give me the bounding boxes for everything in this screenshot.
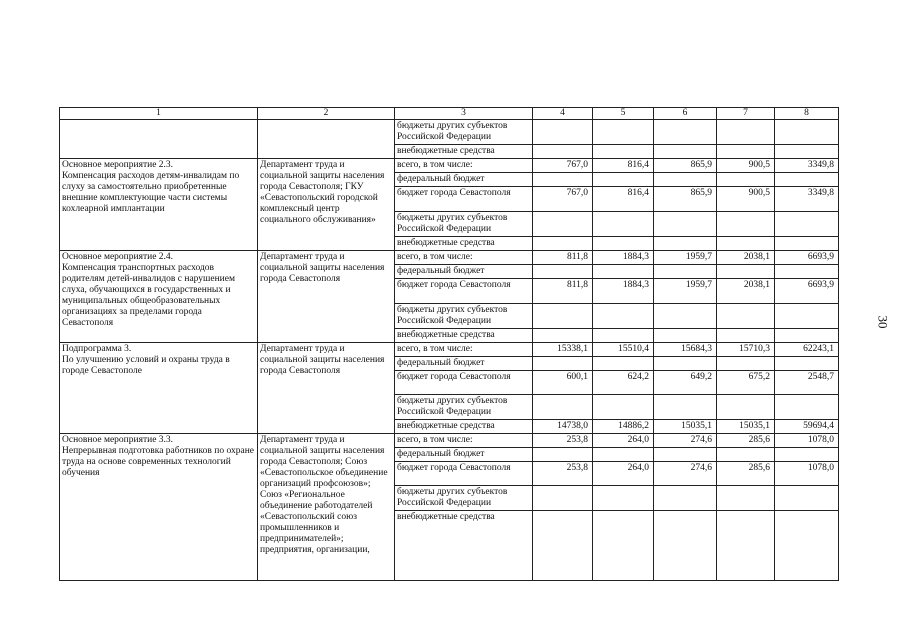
year-value-cell: 15338,1 <box>533 343 593 357</box>
year-value-cell: 15710,3 <box>717 343 775 357</box>
year-value-cell: 865,9 <box>654 159 717 173</box>
table-row <box>60 434 839 448</box>
event-name-cell: Основное мероприятие 3.3. Непрерывная подготовка работников по охране труда на основе современных технологий обучения <box>60 434 258 581</box>
year-value-cell: 274,6 <box>654 462 717 486</box>
total-value-cell: 2548,7 <box>775 371 839 395</box>
year-value-cell <box>593 448 654 462</box>
funding-source-cell: федеральный бюджет <box>395 265 533 279</box>
year-value-cell <box>533 448 593 462</box>
year-value-cell: 816,4 <box>593 187 654 212</box>
total-value-cell <box>775 173 839 187</box>
year-value-cell <box>593 357 654 371</box>
year-value-cell <box>593 173 654 187</box>
event-name-cell: Основное мероприятие 2.3. Компенсация расходов детям-инвалидам по слуху за самостоятельно приобретенные внешние комплектующие части системы кохлеарной имплантации <box>60 159 258 251</box>
year-value-cell <box>717 511 775 581</box>
year-value-cell <box>717 120 775 145</box>
year-value-cell: 15684,3 <box>654 343 717 357</box>
total-value-cell <box>775 237 839 251</box>
year-value-cell: 1884,3 <box>593 279 654 304</box>
year-value-cell <box>593 265 654 279</box>
funding-source-cell: бюджеты других субъектов Российской Федерации <box>395 212 533 237</box>
year-value-cell: 675,2 <box>717 371 775 395</box>
year-value-cell <box>717 329 775 343</box>
year-value-cell: 811,8 <box>533 251 593 265</box>
total-value-cell: 3349,8 <box>775 159 839 173</box>
year-value-cell: 1959,7 <box>654 251 717 265</box>
year-value-cell: 865,9 <box>654 187 717 212</box>
year-value-cell: 767,0 <box>533 187 593 212</box>
year-value-cell: 253,8 <box>533 462 593 486</box>
year-value-cell <box>533 304 593 329</box>
year-value-cell: 274,6 <box>654 434 717 448</box>
year-value-cell: 15035,1 <box>654 420 717 434</box>
year-value-cell: 600,1 <box>533 371 593 395</box>
budget-table <box>59 107 839 581</box>
total-value-cell: 6693,9 <box>775 279 839 304</box>
funding-source-cell: бюджет города Севастополя <box>395 371 533 395</box>
header-cell: 3 <box>395 108 533 120</box>
year-value-cell <box>654 448 717 462</box>
year-value-cell: 285,6 <box>717 434 775 448</box>
year-value-cell <box>654 304 717 329</box>
year-value-cell <box>654 120 717 145</box>
executor-cell: Департамент труда и социальной защиты населения города Севастополя <box>258 251 395 343</box>
year-value-cell: 2038,1 <box>717 279 775 304</box>
year-value-cell <box>654 145 717 159</box>
year-value-cell <box>593 486 654 511</box>
year-value-cell <box>533 145 593 159</box>
year-value-cell <box>533 486 593 511</box>
total-value-cell <box>775 395 839 420</box>
total-value-cell <box>775 145 839 159</box>
year-value-cell <box>593 329 654 343</box>
year-value-cell <box>533 357 593 371</box>
total-value-cell <box>775 304 839 329</box>
funding-source-cell: бюджеты других субъектов Российской Федерации <box>395 395 533 420</box>
year-value-cell <box>593 511 654 581</box>
year-value-cell <box>533 173 593 187</box>
total-value-cell <box>775 120 839 145</box>
year-value-cell: 253,8 <box>533 434 593 448</box>
funding-source-cell: бюджет города Севастополя <box>395 187 533 212</box>
year-value-cell <box>593 212 654 237</box>
year-value-cell: 14886,2 <box>593 420 654 434</box>
funding-source-cell: бюджеты других субъектов Российской Федерации <box>395 120 533 145</box>
header-cell: 6 <box>654 108 717 120</box>
year-value-cell <box>717 357 775 371</box>
year-value-cell <box>533 511 593 581</box>
funding-source-cell: всего, в том числе: <box>395 343 533 357</box>
year-value-cell <box>593 395 654 420</box>
year-value-cell <box>717 237 775 251</box>
year-value-cell: 649,2 <box>654 371 717 395</box>
year-value-cell: 264,0 <box>593 462 654 486</box>
page-number: 30 <box>875 315 891 329</box>
year-value-cell <box>533 237 593 251</box>
year-value-cell <box>654 265 717 279</box>
year-value-cell: 14738,0 <box>533 420 593 434</box>
funding-source-cell: внебюджетные средства <box>395 511 533 581</box>
funding-source-cell: федеральный бюджет <box>395 173 533 187</box>
year-value-cell <box>717 145 775 159</box>
year-value-cell <box>533 120 593 145</box>
year-value-cell: 811,8 <box>533 279 593 304</box>
year-value-cell: 285,6 <box>717 462 775 486</box>
total-value-cell <box>775 265 839 279</box>
funding-source-cell: внебюджетные средства <box>395 420 533 434</box>
funding-source-cell: внебюджетные средства <box>395 237 533 251</box>
year-value-cell: 767,0 <box>533 159 593 173</box>
year-value-cell <box>654 329 717 343</box>
year-value-cell <box>533 329 593 343</box>
year-value-cell: 1884,3 <box>593 251 654 265</box>
year-value-cell: 1959,7 <box>654 279 717 304</box>
funding-source-cell: всего, в том числе: <box>395 434 533 448</box>
year-value-cell <box>654 237 717 251</box>
funding-source-cell: бюджет города Севастополя <box>395 279 533 304</box>
year-value-cell: 15510,4 <box>593 343 654 357</box>
year-value-cell <box>533 212 593 237</box>
year-value-cell <box>717 486 775 511</box>
year-value-cell <box>654 511 717 581</box>
year-value-cell: 624,2 <box>593 371 654 395</box>
header-row <box>60 108 839 120</box>
table-row <box>60 120 839 145</box>
header-cell: 1 <box>60 108 258 120</box>
year-value-cell <box>717 265 775 279</box>
total-value-cell: 6693,9 <box>775 251 839 265</box>
year-value-cell <box>593 304 654 329</box>
funding-source-cell: бюджет города Севастополя <box>395 462 533 486</box>
header-cell: 2 <box>258 108 395 120</box>
year-value-cell: 264,0 <box>593 434 654 448</box>
year-value-cell: 15035,1 <box>717 420 775 434</box>
year-value-cell <box>717 212 775 237</box>
year-value-cell: 816,4 <box>593 159 654 173</box>
funding-source-cell: федеральный бюджет <box>395 448 533 462</box>
total-value-cell <box>775 357 839 371</box>
total-value-cell <box>775 448 839 462</box>
year-value-cell <box>717 173 775 187</box>
total-value-cell: 62243,1 <box>775 343 839 357</box>
total-value-cell <box>775 511 839 581</box>
year-value-cell: 900,5 <box>717 187 775 212</box>
year-value-cell <box>654 357 717 371</box>
year-value-cell <box>533 265 593 279</box>
year-value-cell <box>654 486 717 511</box>
funding-source-cell: внебюджетные средства <box>395 329 533 343</box>
funding-source-cell: федеральный бюджет <box>395 357 533 371</box>
year-value-cell <box>717 448 775 462</box>
header-cell: 7 <box>717 108 775 120</box>
funding-source-cell: бюджеты других субъектов Российской Федерации <box>395 486 533 511</box>
executor-cell <box>258 120 395 159</box>
total-value-cell: 1078,0 <box>775 462 839 486</box>
year-value-cell: 2038,1 <box>717 251 775 265</box>
header-cell: 5 <box>593 108 654 120</box>
event-name-cell: Основное мероприятие 2.4. Компенсация транспортных расходов родителям детей-инвалидов с нарушением слуха, обучающихся в государственных и муниципальных общеобразовательных организациях за пределами города Севастополя <box>60 251 258 343</box>
year-value-cell <box>654 395 717 420</box>
year-value-cell <box>593 145 654 159</box>
funding-source-cell: внебюджетные средства <box>395 145 533 159</box>
year-value-cell <box>717 304 775 329</box>
executor-cell: Департамент труда и социальной защиты населения города Севастополя; Союз «Севастопольское объединение организаций профсоюзов»; Союз «Региональное объединение работодателей «Севастопольский союз промышленников и предпринимателей»; предприятия, организации, <box>258 434 395 581</box>
total-value-cell <box>775 212 839 237</box>
event-name-cell: Подпрограмма 3. По улучшению условий и охраны труда в городе Севастополе <box>60 343 258 434</box>
total-value-cell <box>775 329 839 343</box>
total-value-cell <box>775 486 839 511</box>
header-cell: 8 <box>775 108 839 120</box>
total-value-cell: 1078,0 <box>775 434 839 448</box>
total-value-cell: 3349,8 <box>775 187 839 212</box>
funding-source-cell: всего, в том числе: <box>395 159 533 173</box>
executor-cell: Департамент труда и социальной защиты населения города Севастополя <box>258 343 395 434</box>
total-value-cell: 59694,4 <box>775 420 839 434</box>
year-value-cell <box>593 120 654 145</box>
event-name-cell <box>60 120 258 159</box>
table-row <box>60 343 839 357</box>
table-row <box>60 159 839 173</box>
year-value-cell <box>654 212 717 237</box>
funding-source-cell: бюджеты других субъектов Российской Федерации <box>395 304 533 329</box>
year-value-cell <box>654 173 717 187</box>
header-cell: 4 <box>533 108 593 120</box>
year-value-cell <box>717 395 775 420</box>
year-value-cell <box>533 395 593 420</box>
funding-source-cell: всего, в том числе: <box>395 251 533 265</box>
executor-cell: Департамент труда и социальной защиты населения города Севастополя; ГКУ «Севастопольский городской комплексный центр социального обслуживания» <box>258 159 395 251</box>
table-row <box>60 251 839 265</box>
year-value-cell: 900,5 <box>717 159 775 173</box>
year-value-cell <box>593 237 654 251</box>
